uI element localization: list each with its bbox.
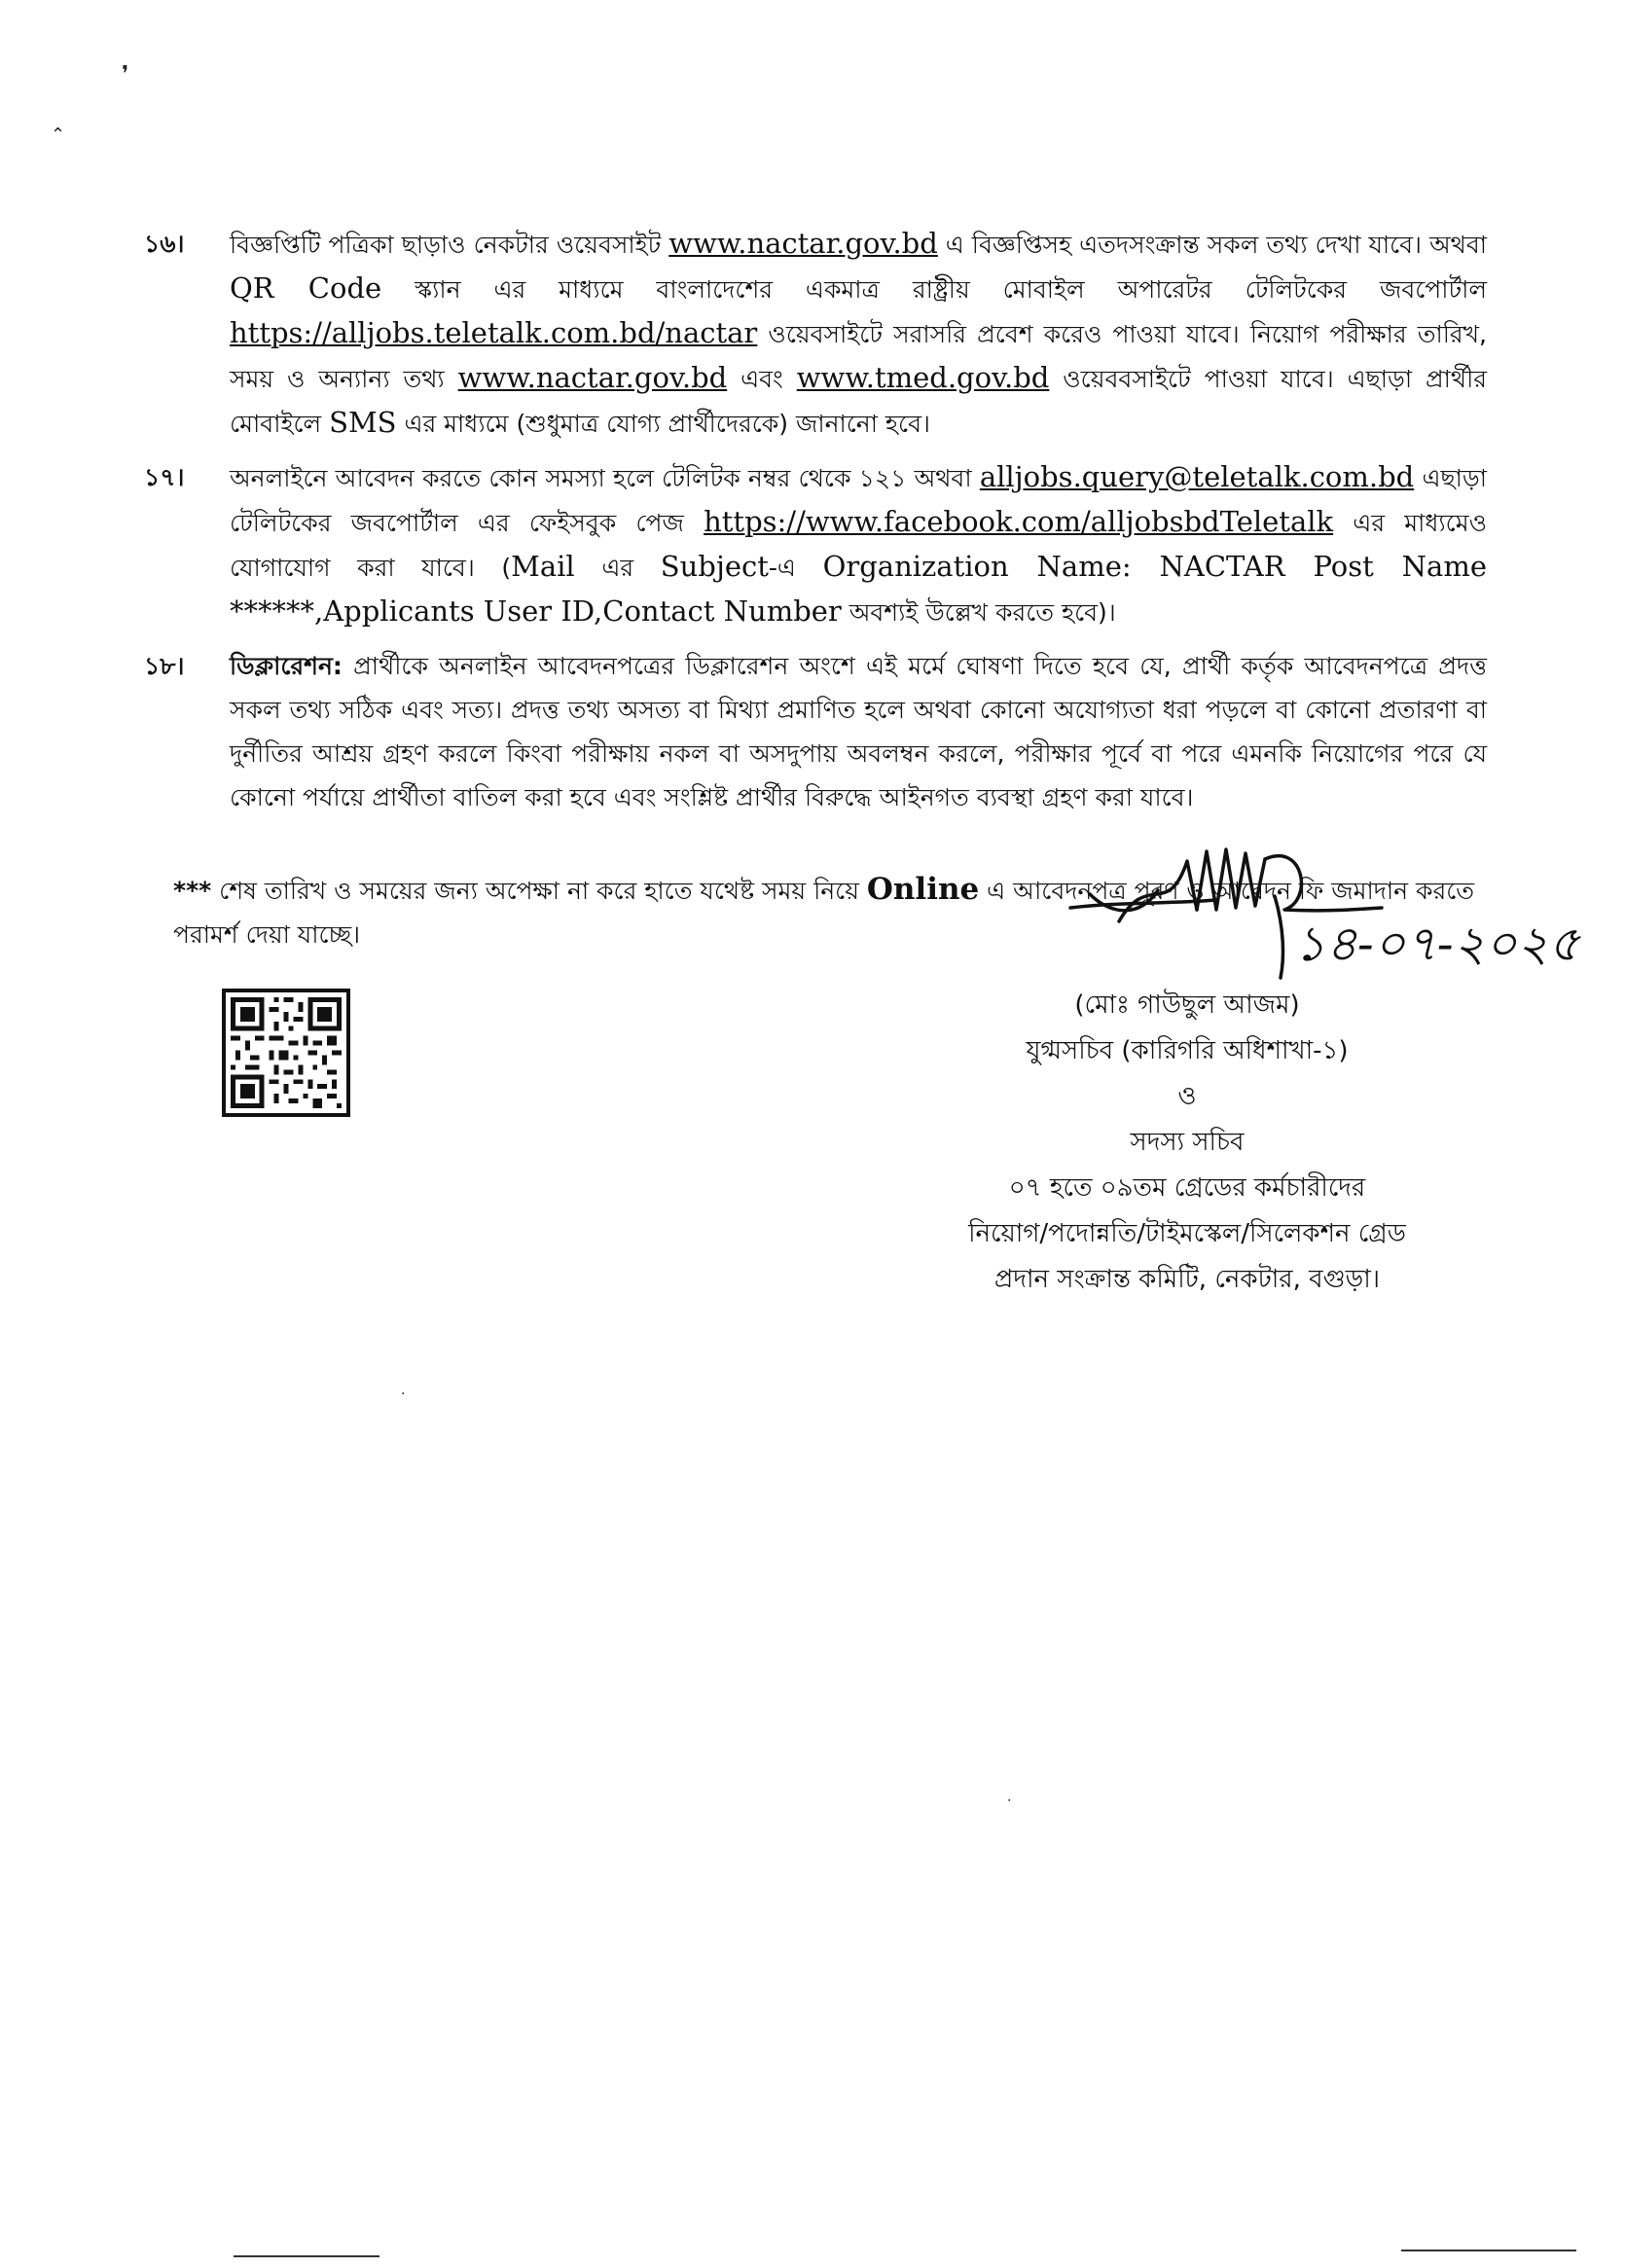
item-text: স্ক্যান এর মাধ্যমে বাংলাদেশের একমাত্র রাষ্ট্রীয় মোবাইল অপারেটর টেলিটকের জবপোর্টাল [381, 275, 1487, 304]
notice-item-18 [144, 644, 1487, 819]
note-stars: *** [173, 877, 212, 905]
signatory-conjunction: ও [1177, 1082, 1197, 1111]
signature-date: ১৪-০৭-২০২৫ [1294, 916, 1580, 972]
subject-label: Subject [660, 550, 769, 583]
item-text: এছাড়া টেলিটকের জবপোর্টাল এর ফেইসবুক পেজ [230, 464, 1487, 537]
query-email-link[interactable]: alljobs.query@teletalk.com.bd [979, 460, 1415, 493]
handwritten-signature [1051, 832, 1580, 988]
sms-label: SMS [329, 406, 397, 439]
signatory-role: সদস্য সচিব [1130, 1128, 1245, 1157]
committee-line: প্রদান সংক্রান্ত কমিটি, নেকটার, বগুড়া। [993, 1265, 1381, 1294]
qr-code-image [222, 989, 350, 1117]
committee-line: নিয়োগ/পদোন্নতি/টাইমস্কেল/সিলেকশন গ্রেড [968, 1219, 1406, 1248]
facebook-page-link[interactable]: https://www.facebook.com/alljobsbdTeletalk [704, 505, 1334, 538]
item-text: এ বিজ্ঞপ্তিসহ এতদসংক্রান্ত সকল তথ্য দেখা যাবে। অথবা [937, 231, 1487, 259]
item-text: এবং [727, 365, 797, 393]
item-text: ওয়েবসাইটে সরাসরি প্রবেশ করেও পাওয়া যাবে। নিয়োগ পরীক্ষার তারিখ, সময় ও অন্যান্য তথ্য [230, 320, 1487, 393]
item-text: অবশ্যই উল্লেখ করতে হবে)। [841, 598, 1116, 627]
mail-label: Mail [511, 550, 575, 583]
item-text: ওয়েববসাইটে পাওয়া যাবে। এছাড়া প্রার্থীর মোবাইলে [230, 365, 1488, 438]
item-number: ১৭। [144, 463, 185, 491]
scan-speck: · [1007, 1793, 1012, 1809]
item-text: প্রার্থীকে অনলাইন আবেদনপত্রের ডিক্লারেশন অংশে এই মর্মে ঘোষণা দিতে হবে যে, প্রার্থী কর্তৃক আবেদনপত্রে প্রদত্ত সকল তথ্য সঠিক এবং সত্য। প্রদত্ত তথ্য অসত্য বা মিথ্যা প্রমাণিত হলে অথবা কোনো অযোগ্যতা ধরা পড়লে বা কোনো প্রতারণা বা দুর্নীতির আশ্রয় গ্রহণ করলে কিংবা পরীক্ষায় নকল বা অসদুপায় অবলম্বন করলে, পরীক্ষার পূর্বে বা পরে এমনকি নিয়োগের পরে যে কোনো পর্যায়ে প্রার্থীতা বাতিল করা হবে এবং সংশ্লিষ্ট প্রার্থীর বিরুদ্ধে আইনগত ব্যবস্থা গ্রহণ করা যাবে। [230, 652, 1487, 811]
signatory-name: (মোঃ গাউছুল আজম) [1074, 990, 1300, 1020]
scan-edge-line [1401, 2250, 1576, 2251]
item-text: বিজ্ঞপ্তিটি পত্রিকা ছাড়াও নেকটার ওয়েবসাইট [230, 231, 669, 259]
scan-speck: · [401, 1386, 406, 1402]
item-text: অনলাইনে আবেদন করতে কোন সমস্যা হলে টেলিটক নম্বর থেকে ১২১ অথবা [230, 464, 980, 492]
committee-line: ০৭ হতে ০৯তম গ্রেডের কর্মচারীদের [1008, 1173, 1366, 1203]
signatory-block [876, 983, 1499, 1303]
note-text: শেষ তারিখ ও সময়ের জন্য অপেক্ষা না করে হাতে যথেষ্ট সময় নিয়ে [211, 877, 867, 905]
item-text: এর [574, 554, 661, 582]
item-text: এর মাধ্যমেও যোগাযোগ করা যাবে। ( [230, 509, 1487, 582]
item-text: এর মাধ্যমে (শুধুমাত্র যোগ্য প্রার্থীদেরকে) জানানো হবে। [396, 410, 930, 438]
scan-edge-line [234, 2255, 379, 2257]
scan-speck: ❜ [122, 62, 129, 87]
item-number: ১৬। [144, 230, 185, 258]
alljobs-portal-link[interactable]: https://alljobs.teletalk.com.bd/nactar [230, 316, 758, 349]
notice-item-16 [144, 222, 1487, 446]
qr-code-label: QR Code [230, 271, 382, 305]
note-text: এ আবেদনপত্র পূরণ ও আবেদন ফি জমাদান করতে পরামর্শ দেয়া যাচ্ছে। [173, 877, 1475, 949]
nactar-website-link[interactable]: www.nactar.gov.bd [668, 227, 938, 260]
item-text: -এ [768, 554, 823, 582]
tmed-website-link[interactable]: www.tmed.gov.bd [796, 361, 1050, 394]
declaration-heading: ডিক্লারেশন: [230, 652, 343, 680]
online-label: Online [866, 872, 980, 907]
notice-item-17 [144, 455, 1487, 634]
mail-subject-format: Organization Name: NACTAR Post Name ******,Applicants User ID,Contact Number [230, 550, 1488, 628]
signatory-designation: যুগ্মসচিব (কারিগরি অধিশাখা-১) [1026, 1036, 1349, 1065]
item-number: ১৮। [144, 652, 185, 680]
scan-speck: ⌃ [51, 125, 66, 145]
nactar-website-link[interactable]: www.nactar.gov.bd [457, 361, 728, 394]
